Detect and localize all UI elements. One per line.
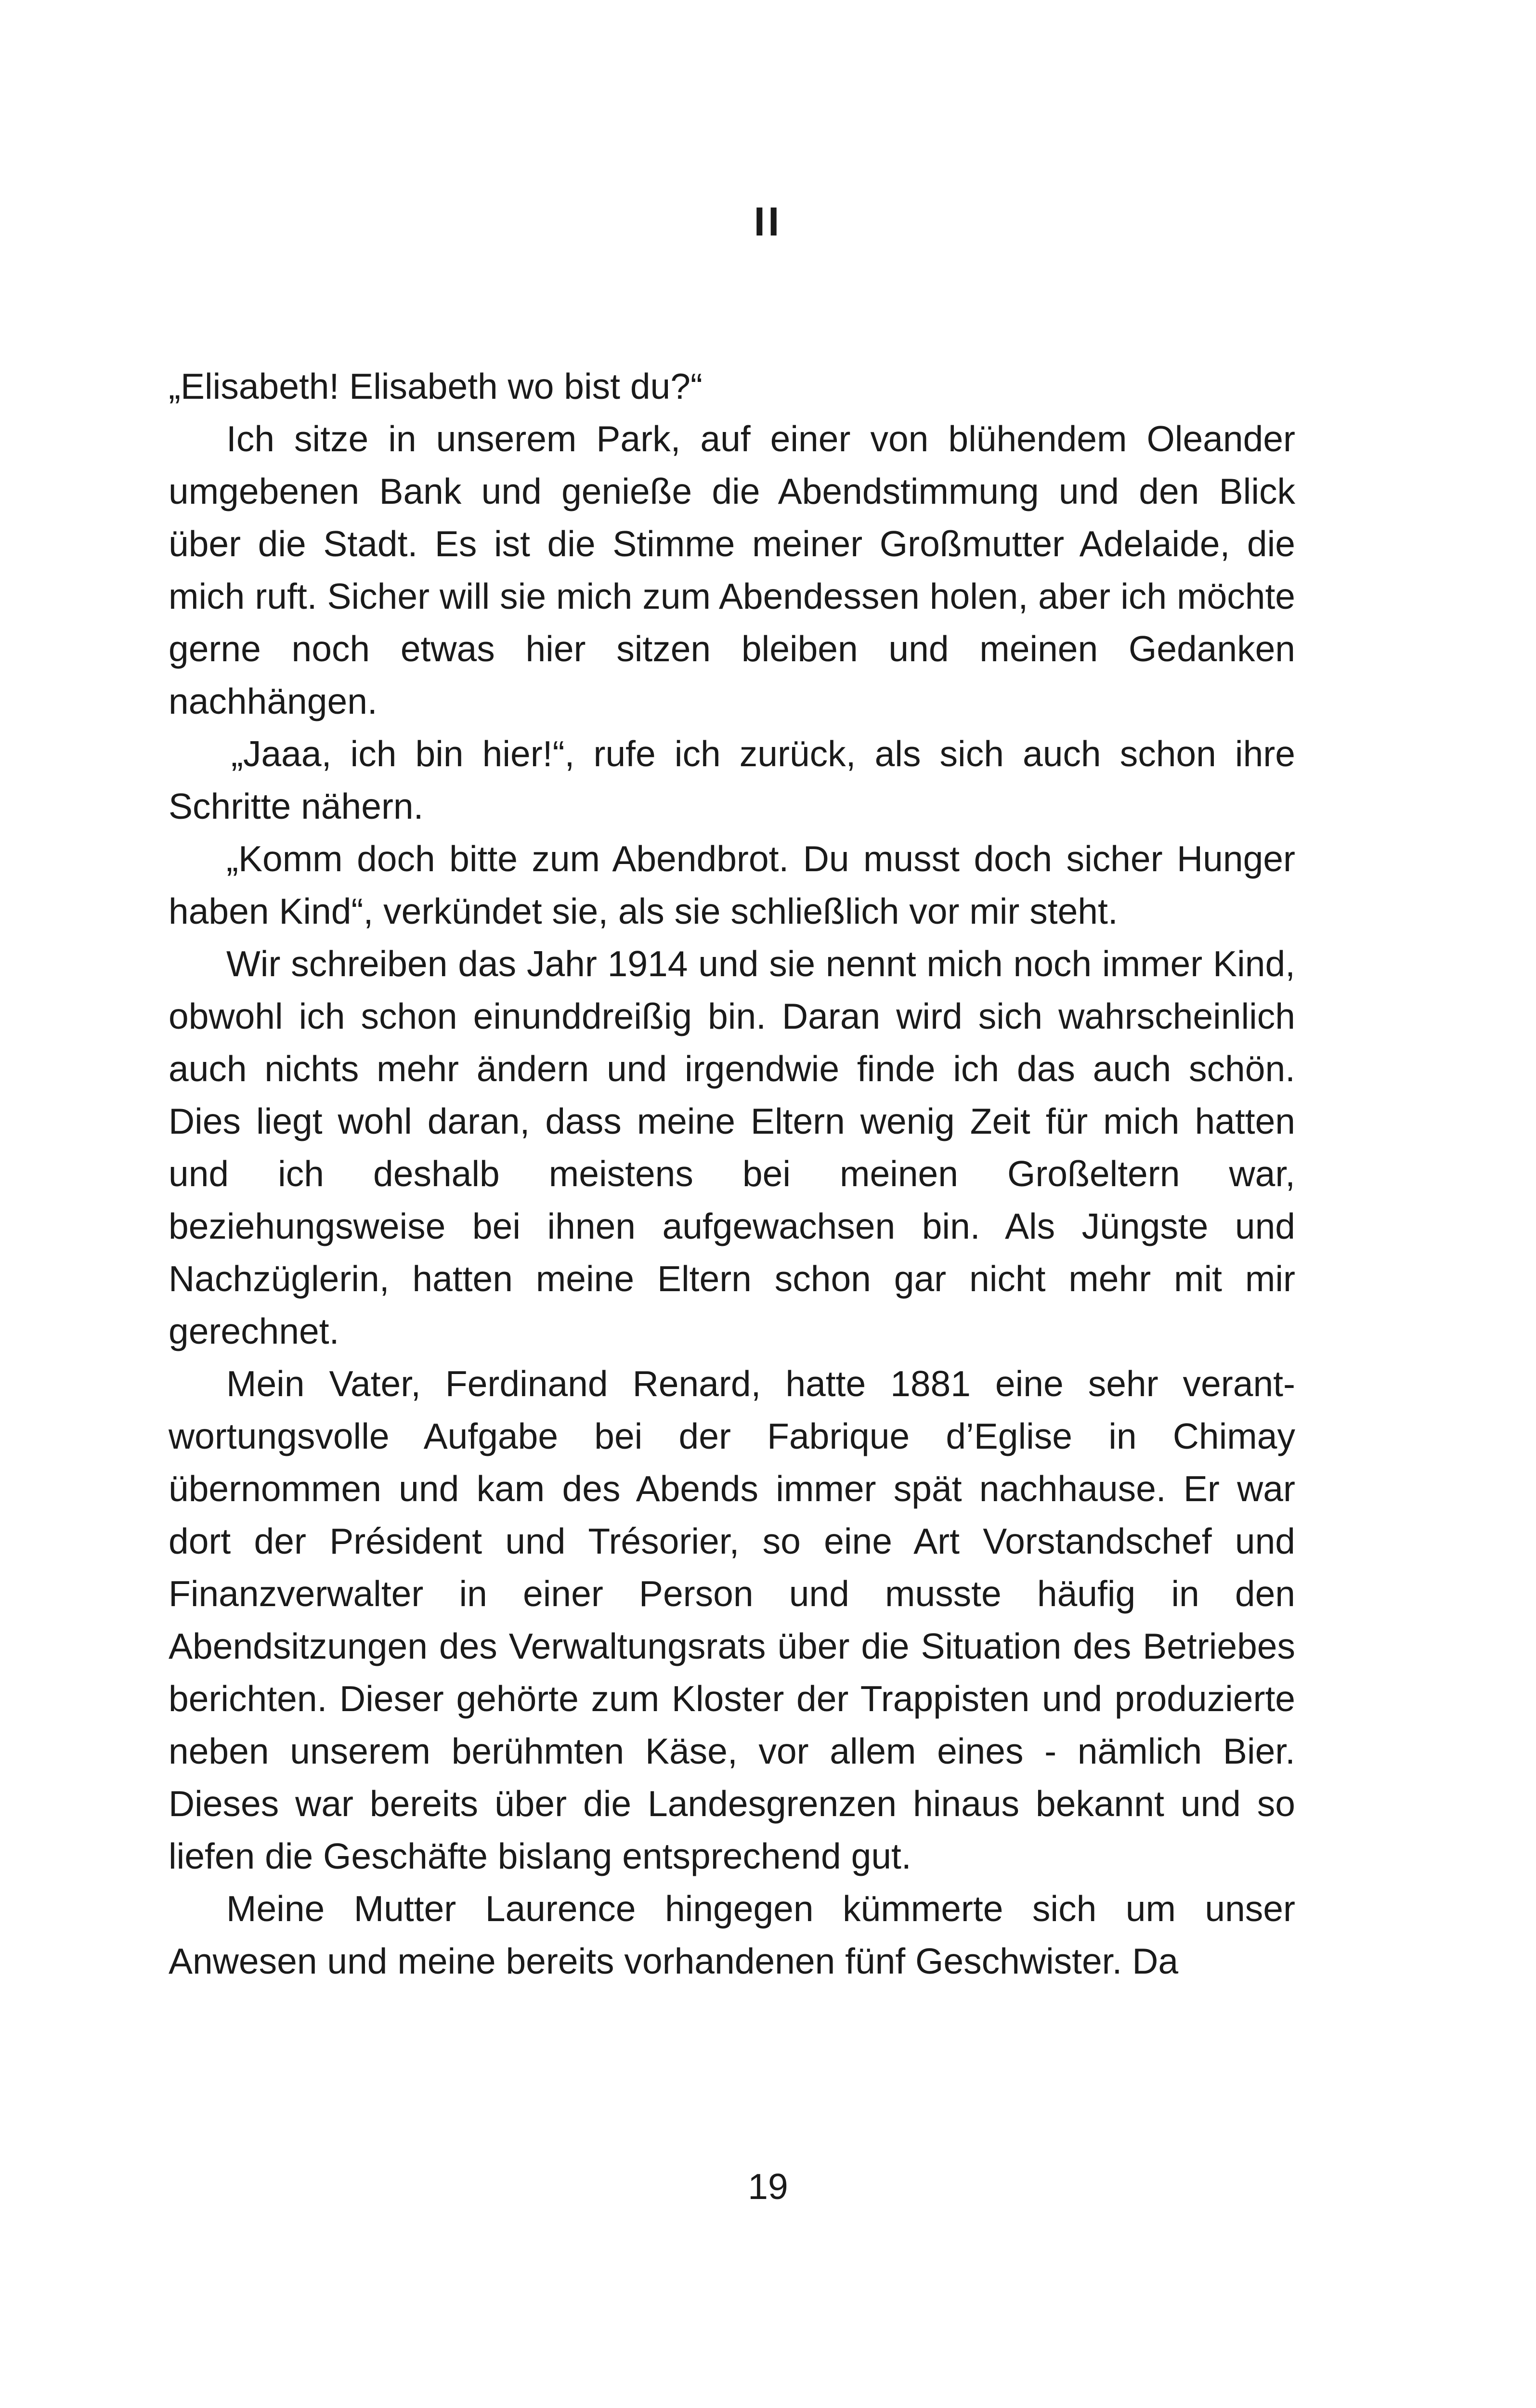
paragraph: „Elisabeth! Elisabeth wo bist du?“	[169, 366, 703, 406]
paragraph: „Komm doch bitte zum Abendbrot. Du musst doch sicher Hunger haben Kind“, verkündet sie, als sie schließlich vor mir steht.	[169, 838, 1295, 931]
paragraph: Meine Mutter Laurence hingegen kümmerte sich um unser Anwesen und meine bereits vorhandenen fünf Geschwister. Da	[169, 1888, 1295, 1981]
body-text	[169, 360, 1295, 1988]
paragraph: Ich sitze in unserem Park, auf einer von blühendem Oleander umgebenen Bank und genieße die Abendstimmung und den Blick über die Stadt. Es ist die Stimme meiner Großmutter Adelaide, die mich ruft. Sicher will sie mich zum Abendessen holen, aber ich möchte gerne noch etwas hier sitzen bleiben und meinen Gedanken nachhängen.	[169, 419, 1295, 721]
paragraph: „Jaaa, ich bin hier!“, rufe ich zurück, als sich auch schon ihre Schritte nähern.	[169, 733, 1295, 826]
paragraph: Mein Vater, Ferdinand Renard, hatte 1881 eine sehr verantwortungsvolle Aufgabe bei der Fabrique d’Eglise in Chimay übernommen und kam des Abends immer spät nachhause. Er war dort der Président und Trésorier, so eine Art Vorstandschef und Finanzverwalter in einer Person und musste häufig in den Abendsitzungen des Verwaltungsrats über die Situation des Betriebes berichten. Dieser gehörte zum Kloster der Trappisten und produzierte neben unserem berühmten Käse, vor allem eines - nämlich Bier. Dieses war bereits über die Landesgrenzen hinaus bekannt und so liefen die Geschäfte bislang entsprechend gut.	[169, 1363, 1295, 1876]
chapter-heading: II	[754, 199, 782, 244]
page-number: 19	[748, 2166, 788, 2207]
paragraph: Wir schreiben das Jahr 1914 und sie nennt mich noch immer Kind, obwohl ich schon einunddreißig bin. Daran wird sich wahrscheinlich auch nichts mehr ändern und irgendwie finde ich das auch schön. Dies liegt wohl daran, dass meine Eltern wenig Zeit für mich hatten und ich deshalb meistens bei meinen Großeltern war, beziehungsweise bei ihnen aufgewachsen bin. Als Jüngste und Nachzüglerin, hatten meine Eltern schon gar nicht mehr mit mir gerechnet.	[169, 943, 1295, 1351]
